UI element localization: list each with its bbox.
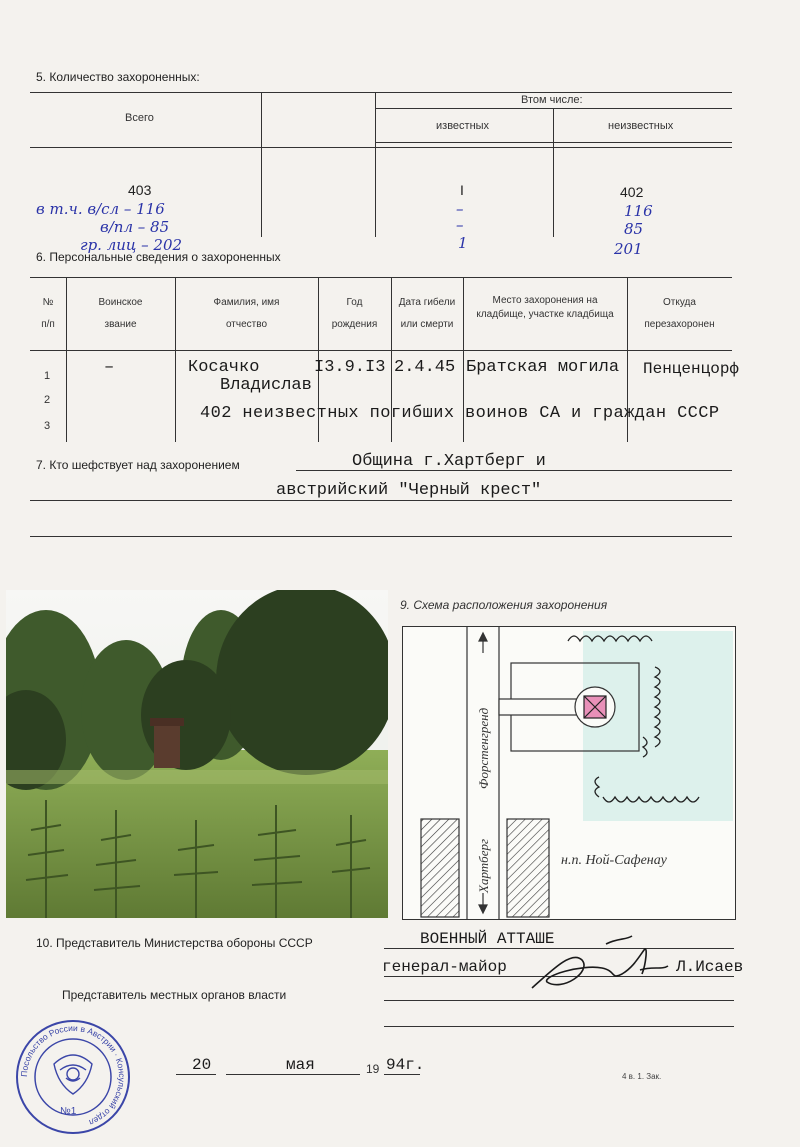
section7-line-2: [30, 500, 732, 501]
date-year: 94г.: [386, 1056, 425, 1074]
hdr-from-line1: Откуда: [663, 297, 696, 308]
hdr-rank-line2: звание: [104, 318, 137, 330]
col-unknown-header: неизвестных: [608, 120, 674, 132]
hdr-rank-line1: Воинское: [98, 297, 143, 308]
typed-attache: ВОЕННЫЙ АТТАШЕ: [420, 930, 555, 948]
date-month: мая: [286, 1056, 315, 1074]
official-seal: [14, 1018, 132, 1136]
row1-rank: –: [104, 358, 115, 377]
hdr-birth-line1: Год: [346, 297, 363, 308]
street-label-hartberg: Хартберг: [476, 838, 491, 893]
table5-vline-3: [553, 108, 554, 237]
local-rep-label: Представитель местных органов власти: [62, 988, 287, 1002]
date-year-line: [384, 1074, 420, 1075]
row1-name-line2: Владислав: [220, 376, 312, 395]
section5-title: 5. Количество захороненных:: [36, 70, 200, 84]
date-year-prefix: 19: [366, 1062, 380, 1076]
col-known-header: известных: [436, 120, 490, 132]
unknown-value: 402: [620, 184, 644, 200]
hdr-death-line1: Дата гибели: [398, 297, 456, 308]
hdr-name-line1: Фамилия, имя: [213, 297, 280, 308]
hw-total-1: в т.ч. в/сл – 116: [36, 200, 165, 218]
row1-place: Братская могила: [466, 358, 620, 377]
date-day: 20: [192, 1056, 212, 1074]
table5-vline-1: [261, 92, 262, 237]
row1-name-line1: Косачко: [188, 358, 260, 377]
known-value: I: [460, 182, 464, 198]
hw-known-1: –: [456, 200, 464, 218]
hdr-name-line2: отчество: [225, 318, 268, 330]
hdr-death: [391, 296, 463, 331]
row3-text: 402 неизвестных погибших воинов СА и граждан СССР: [200, 404, 720, 423]
row1-birth: I3.9.I3: [314, 358, 386, 377]
hdr-place: Место захоронения на кладбище, участке кладбища: [476, 295, 614, 320]
section7-text-line2: австрийский "Черный крест": [276, 481, 542, 500]
hw-known-2: –: [456, 216, 464, 234]
memorial-photo: [6, 590, 388, 918]
section10-line-4: [384, 1026, 734, 1027]
section10-label: 10. Представитель Министерства обороны СССР: [36, 936, 313, 950]
hw-unknown-1: 116: [624, 202, 653, 220]
hdr-rank: [66, 296, 175, 331]
total-value: 403: [128, 182, 152, 198]
hw-total-3: гр. лиц – 202: [80, 236, 183, 254]
hdr-from: [627, 296, 732, 331]
hdr-name: [175, 296, 318, 331]
hw-unknown-2: 85: [624, 220, 644, 238]
date-day-line: [176, 1074, 216, 1075]
row1-death: 2.4.45: [394, 358, 456, 377]
seal-ring-text: Посольство России в Австрии · Консульский отдел: [18, 1022, 128, 1128]
col-including-header: Втом числе:: [521, 94, 583, 106]
hdr-birth: [318, 296, 391, 331]
signature: [522, 930, 672, 1000]
table5-vline-2: [375, 92, 376, 237]
typed-rank: генерал-майор: [382, 958, 507, 976]
scheme-map: [402, 626, 736, 920]
hdr-num-line2: п/п: [41, 318, 55, 330]
hdr-death-line2: или смерти: [400, 318, 454, 330]
section10-line-3: [384, 1000, 734, 1001]
col-total-header: Всего: [125, 112, 154, 124]
table5-header-bottom: [30, 147, 732, 148]
row-number-2: 2: [44, 394, 51, 406]
scheme-map-drawing: [403, 627, 735, 919]
section9-title: 9. Схема расположения захоронения: [400, 598, 608, 612]
memorial-photo-image: [6, 590, 388, 918]
typed-name: Л.Исаев: [676, 958, 744, 976]
section6-title: 6. Персональные сведения о захороненных: [36, 250, 281, 264]
row-number-1: 1: [44, 370, 51, 382]
street-label-forstengrend: Форстенгренд: [476, 707, 491, 789]
hw-known-3: 1: [458, 234, 468, 252]
section7-label: 7. Кто шефствует над захоронением: [36, 458, 240, 472]
hdr-from-line2: перезахоронен: [644, 318, 715, 330]
hdr-num: [30, 296, 66, 331]
seal-graphic: [14, 1018, 132, 1136]
hdr-num-line1: №: [42, 297, 54, 308]
seal-number: №1: [60, 1106, 77, 1117]
hw-total-2: в/пл – 85: [100, 218, 170, 236]
date-month-line: [226, 1074, 360, 1075]
hw-unknown-3: 201: [614, 240, 643, 258]
section7-text-line1: Община г.Хартберг и: [352, 452, 546, 471]
settlement-label: н.п. Ной-Сафенау: [561, 853, 667, 868]
table5-top-rule: [30, 92, 732, 93]
footer-print-note: 4 в. 1. Зак.: [622, 1072, 662, 1081]
row1-from: Пенценцорф: [643, 360, 740, 378]
hdr-birth-line2: рождения: [331, 318, 378, 330]
section7-line-3: [30, 536, 732, 537]
row-number-3: 3: [44, 420, 51, 432]
